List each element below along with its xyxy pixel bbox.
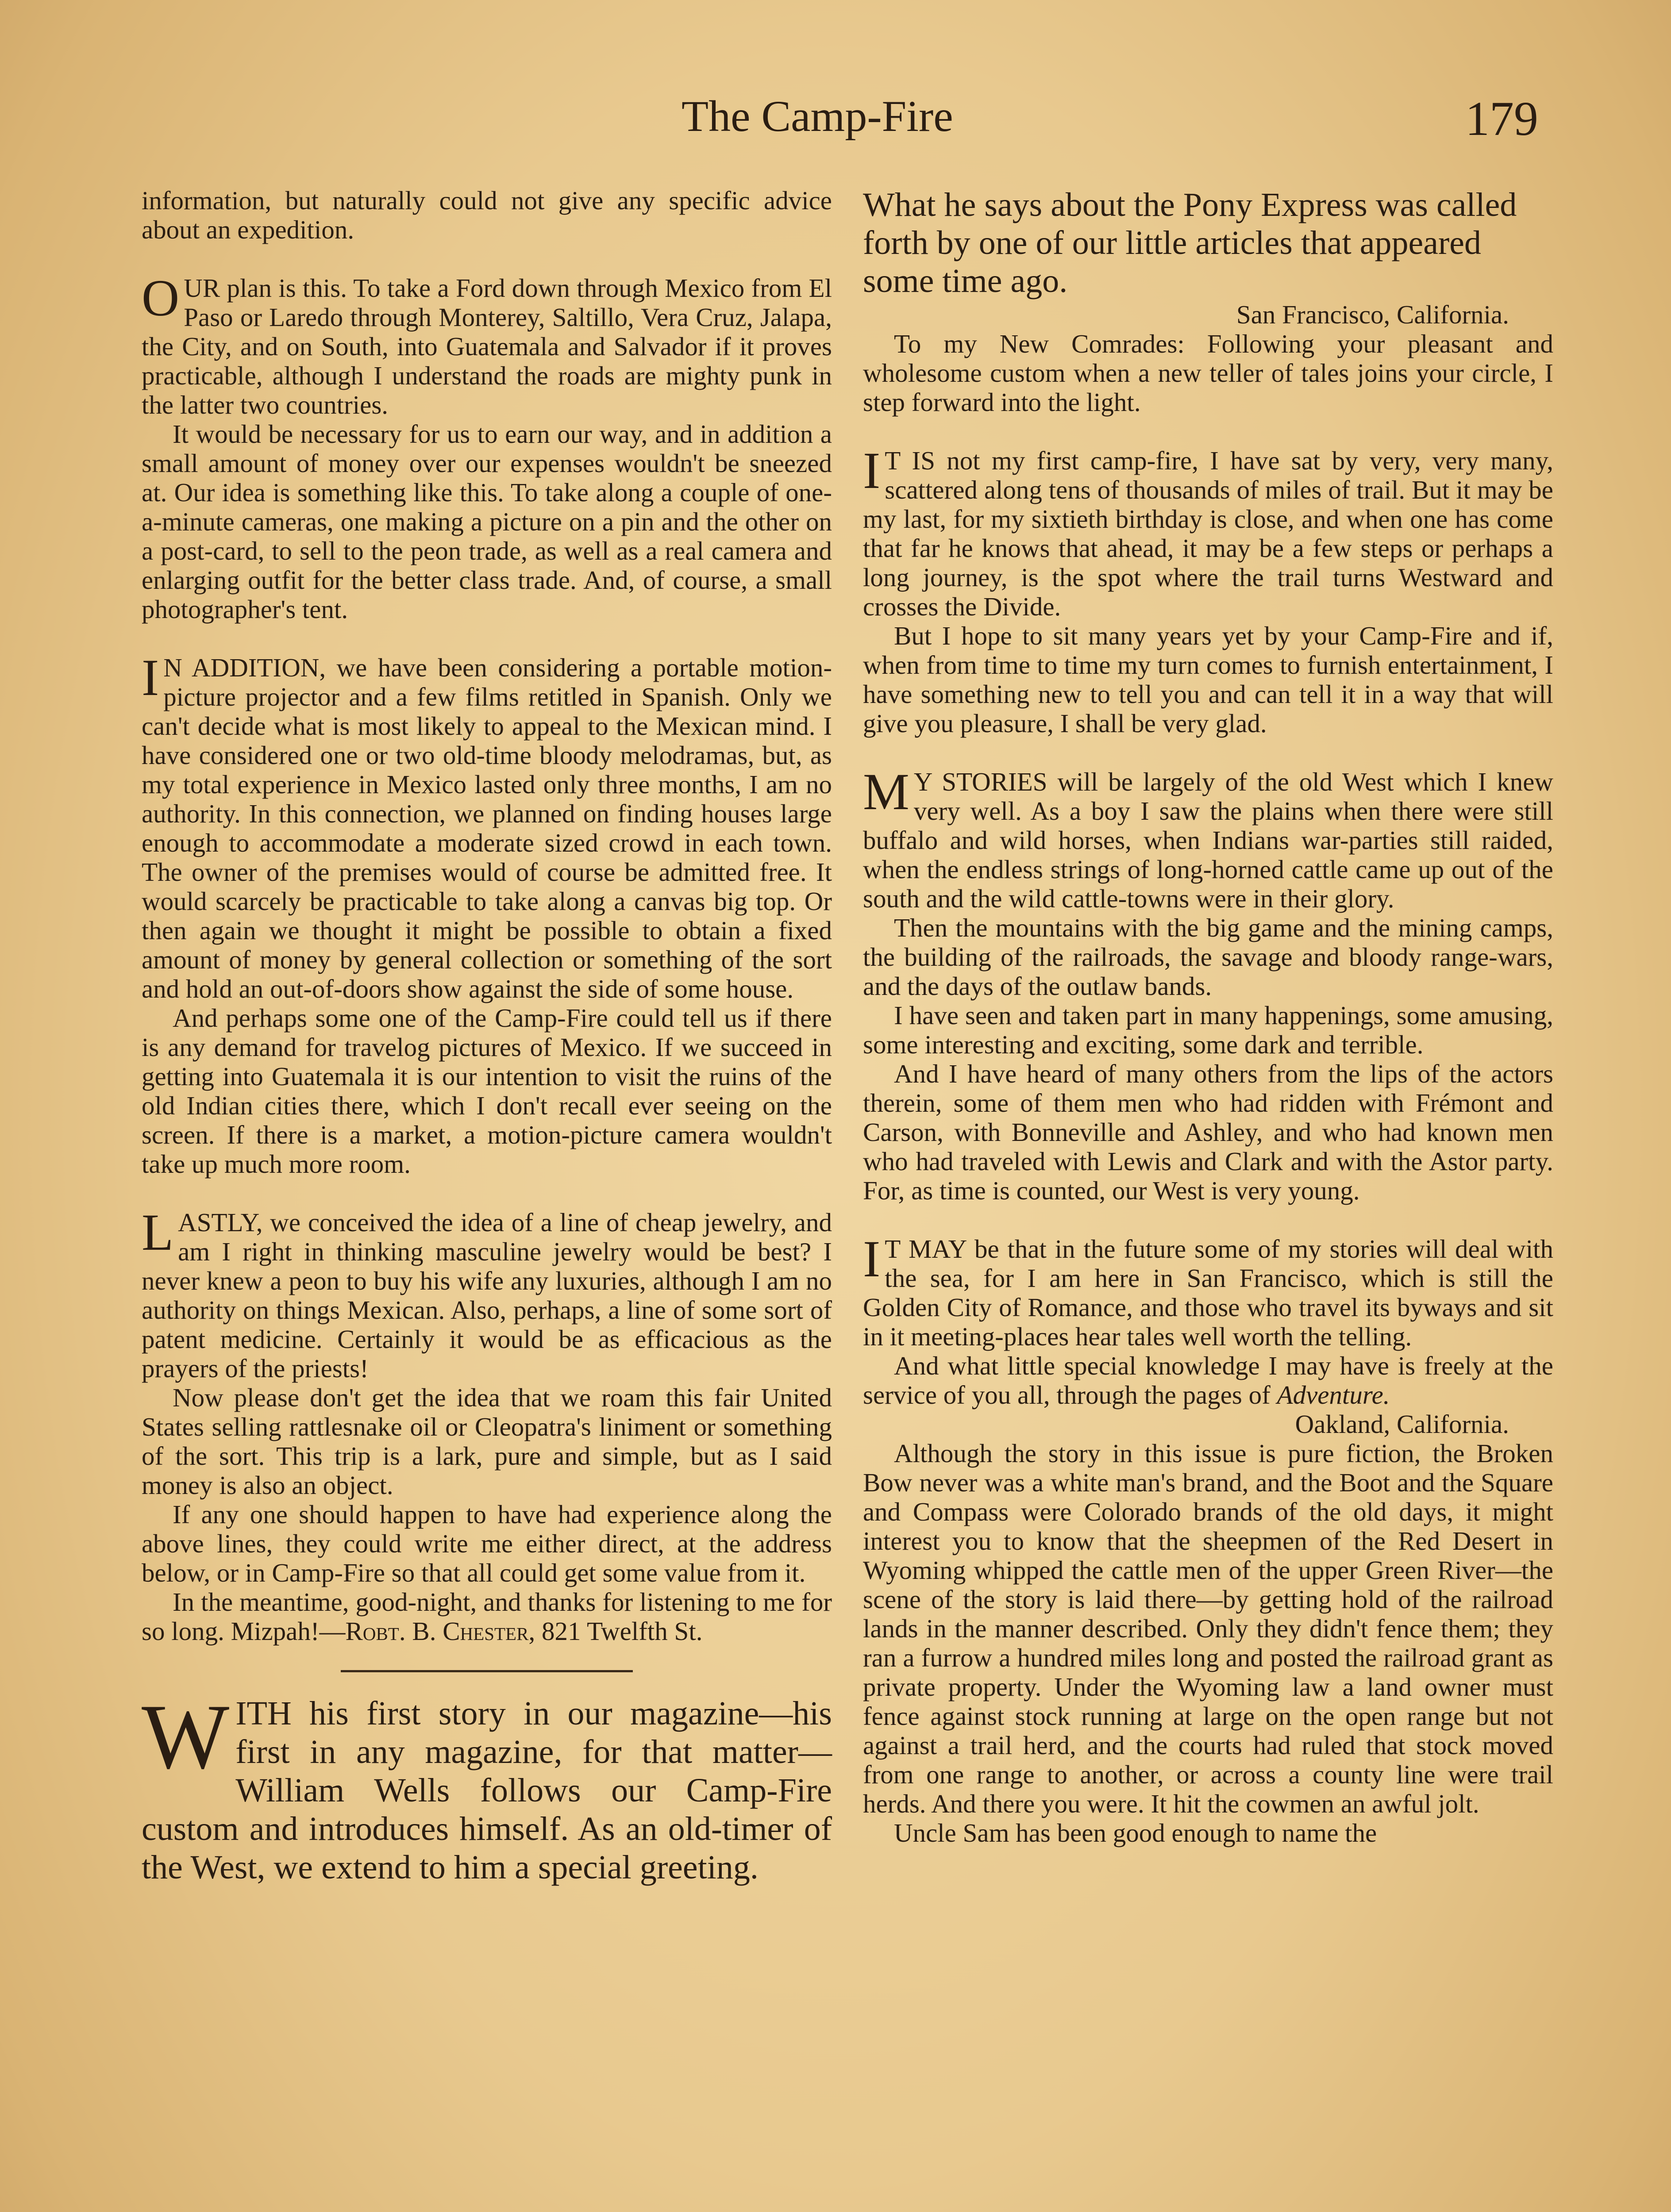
paragraph: But I hope to sit many years yet by your Camp-Fire and if, when from time to time my turn comes to furnish entertainment, I have something new to tell you and can tell it in a way that will give you pleasure, I shall be very glad.: [863, 621, 1553, 738]
paragraph: [863, 1351, 1553, 1409]
welcome-paragraph: [142, 1686, 832, 1887]
drop-cap-letter: M: [863, 763, 909, 821]
paragraph-dropcap: [142, 1203, 832, 1383]
right-column: [863, 186, 1553, 1847]
left-column: [142, 186, 832, 1887]
drop-cap-letter: I: [142, 649, 159, 707]
paragraph-text: ASTLY, we conceived the idea of a line of cheap jewelry, and am I right in thinking masculine jewelry would be best? I never knew a peon to buy his wife any luxuries, although I am no authority on things Mexican. Also, perhaps, a line of some sort of patent medicine. Certainly it would be as efficacious as the prayers of the priests!: [142, 1208, 832, 1383]
drop-cap-letter: O: [142, 269, 180, 327]
paragraph: If any one should happen to have had experience along the above lines, they could write me either direct, at the address below, or in Camp-Fire so that all could get some value from it.: [142, 1500, 832, 1587]
drop-cap-letter: W: [142, 1686, 230, 1788]
signoff-address: , 821 Twelfth St.: [528, 1617, 703, 1646]
paragraph-dropcap: [142, 269, 832, 419]
paragraph: Although the story in this issue is pure fiction, the Broken Bow never was a white man's brand, and the Boot and the Square and Compass were Colorado brands of the old days, it might interest you to know that the sheepmen of the Red Desert in Wyoming whipped the cattle men of the upper Green River—the scene of the story is laid there—by getting hold of the railroad lands in the manner described. Only they didn't fence them; they ran a furrow a hundred miles long and posted the railroad grant as private property. Under the Wyoming law a land owner must fence against stock running at large on the open range but not against a trail herd, and the courts had ruled that stock moved from one range to another, or across a county line were trail herds. And there you were. It hit the cowmen an awful jolt.: [863, 1439, 1553, 1818]
page-number: 179: [1465, 92, 1538, 146]
page-header: [0, 91, 1671, 153]
drop-cap-letter: I: [863, 1230, 881, 1288]
paragraph-dropcap: [863, 1230, 1553, 1351]
paragraph-dropcap: [142, 649, 832, 1003]
paragraph: Uncle Sam has been good enough to name the: [894, 1818, 1377, 1847]
paragraph-text: T IS not my first camp-fire, I have sat by very, very many, scattered along tens of thousands of miles of trail. But it may be my last, for my sixtieth birthday is close, and when one has come that far he knows that ahead, it may be a few steps or perhaps a long journey, is the spot where the trail turns Westward and crosses the Divide.: [863, 446, 1553, 621]
drop-cap-letter: I: [863, 442, 881, 499]
paragraph-text: N ADDITION, we have been considering a portable motion-picture projector and a few films retitled in Spanish. Only we can't decide what is most likely to appeal to the Mexican mind. I have considered one or two old-time bloody melodramas, but, as my total experience in Mexico lasted only three months, I am no authority. In this connection, we planned on finding houses large enough to accommodate a moderate sized crowd in each town. The owner of the premises would of course be admitted free. It would scarcely be practicable to take along a canvas big top. Or then again we thought it might be possible to obtain a fixed amount of money by general collection or something of the sort and hold an out-of-doors show against the side of some house.: [142, 653, 832, 1003]
paragraph-text: And what little special knowledge I may have is freely at the service of you all, through the pages of: [863, 1351, 1553, 1409]
paragraph: Now please don't get the idea that we roam this fair United States selling rattlesnake oil or Cleopatra's liniment or something of the sort. This trip is a lark, pure and simple, but as I said money is also an object.: [142, 1383, 832, 1500]
paragraph-text: Y STORIES will be largely of the old West which I knew very well. As a boy I saw the plains when there were still buffalo and wild horses, when Indians war-parties still raided, when the endless strings of long-horned cattle came up out of the south and the wild cattle-towns were in their glory.: [863, 767, 1553, 913]
paragraph-dropcap: [863, 442, 1553, 621]
drop-cap-letter: L: [142, 1203, 174, 1261]
paragraph-text: T MAY be that in the future some of my stories will deal with the sea, for I am here in San Francisco, which is still the Golden City of Romance, and those who travel its byways and sit in it meeting-places hear tales well worth the telling.: [863, 1234, 1553, 1351]
signature: Robt. B. Chester: [345, 1617, 529, 1646]
running-title: The Camp-Fire: [681, 92, 953, 141]
paragraph: It would be necessary for us to earn our way, and in addition a small amount of money over our expenses wouldn't be sneezed at. Our idea is something like this. To take along a couple of one-a-minute cameras, one making a picture on a pin and the other on a post-card, to sell to the peon trade, as well as a real camera and enlarging outfit for the better class trade. And, of course, a small photographer's tent.: [142, 419, 832, 624]
paragraph: Then the mountains with the big game and the mining camps, the building of the railroads, the savage and bloody range-wars, and the days of the outlaw bands.: [863, 913, 1553, 1001]
letter-place: San Francisco, California.: [1236, 300, 1509, 329]
paragraph: I have seen and taken part in many happenings, some amusing, some interesting and exciting, some dark and terrible.: [863, 1001, 1553, 1059]
paragraph-signoff: [142, 1587, 832, 1646]
paragraph: To my New Comrades: Following your pleasant and wholesome custom when a new teller of tales joins your circle, I step forward into the light.: [863, 329, 1553, 417]
paragraph: information, but naturally could not give any specific advice about an expedition.: [142, 186, 832, 244]
signoff-text: In the meantime, good-night, and thanks for listening to me for so long. Mizpah!—: [142, 1587, 832, 1646]
paragraph-text: ITH his first story in our magazine—his first in any magazine, for that matter—William Wells follows our Camp-Fire custom and introduces himself. As an old-timer of the West, we extend to him a special greeting.: [142, 1695, 832, 1886]
magazine-title: Adventure.: [1277, 1380, 1390, 1409]
paragraph-dropcap: [863, 763, 1553, 913]
section-divider: [341, 1670, 633, 1672]
paragraph: And I have heard of many others from the lips of the actors therein, some of them men who had ridden with Frémont and Carson, with Bonneville and Ashley, and who had known men who had traveled with Lewis and Clark and with the Astor party. For, as time is counted, our West is very young.: [863, 1059, 1553, 1205]
paragraph-text: UR plan is this. To take a Ford down through Mexico from El Paso or Laredo through Monterey, Saltillo, Vera Cruz, Jalapa, the City, and on South, into Guatemala and Salvador if it proves practicable, although I understand the roads are mighty punk in the latter two countries.: [142, 273, 832, 419]
letter-place: Oakland, California.: [1295, 1409, 1509, 1439]
intro-paragraph: What he says about the Pony Express was called forth by one of our little articles that appeared some time ago.: [863, 186, 1517, 300]
paragraph: And perhaps some one of the Camp-Fire could tell us if there is any demand for travelog pictures of Mexico. If we succeed in getting into Guatemala it is our intention to visit the ruins of the old Indian cities there, which I don't recall ever seeing on the screen. If there is a market, a motion-picture camera wouldn't take up much more room.: [142, 1003, 832, 1179]
